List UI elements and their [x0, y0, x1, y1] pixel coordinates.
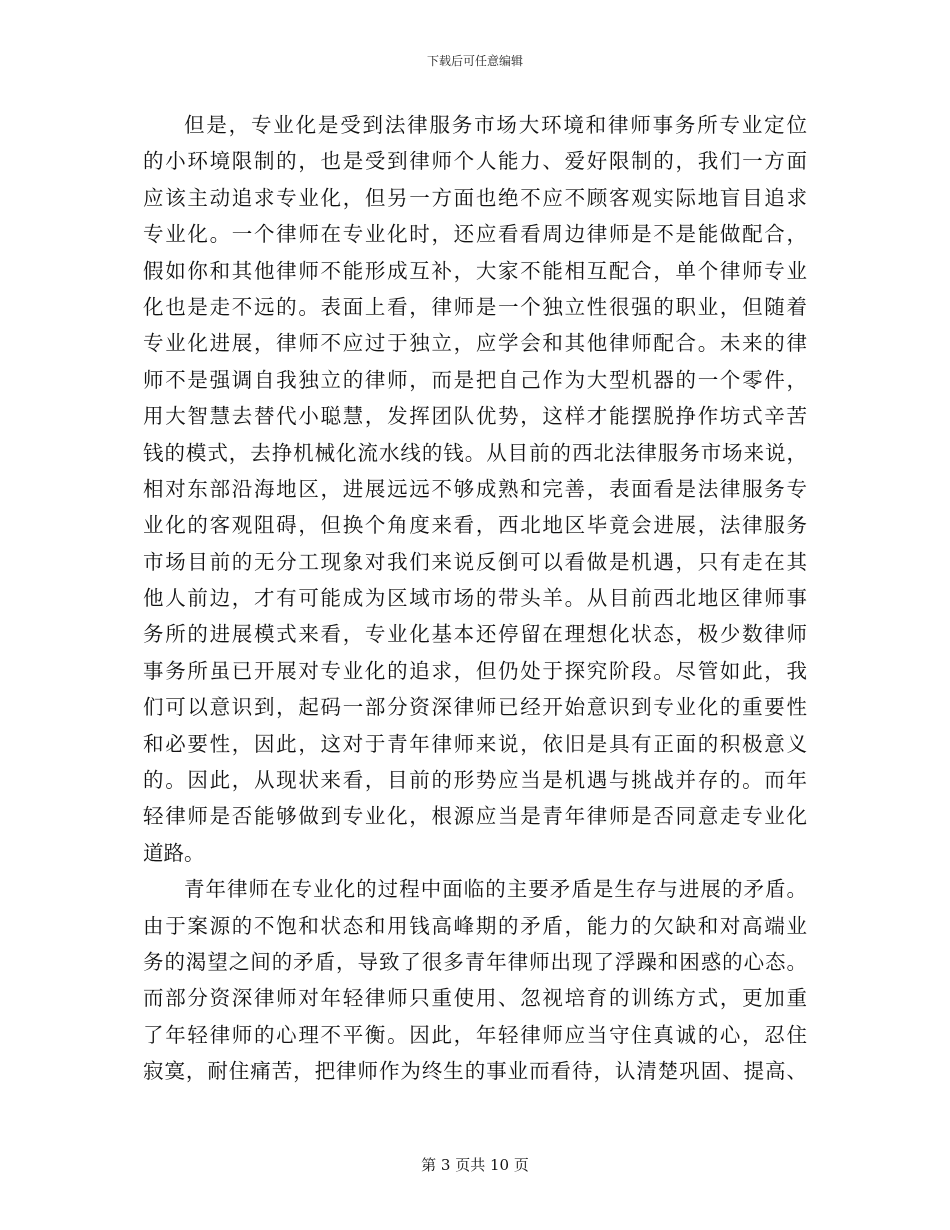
- text-line: 用大智慧去替代小聪慧，发挥团队优势，这样才能摆脱挣作坊式辛苦: [143, 404, 807, 429]
- text-line: 市场目前的无分工现象对我们来说反倒可以看做是机遇，只有走在其: [143, 549, 807, 574]
- text-line: 和必要性，因此，这对于青年律师来说，依旧是具有正面的积极意义: [143, 731, 807, 756]
- text-line: 寂寞，耐住痛苦，把律师作为终生的事业而看待，认清楚巩固、提高、: [143, 1059, 807, 1084]
- text-line: 轻律师是否能够做到专业化，根源应当是青年律师是否同意走专业化: [143, 804, 807, 829]
- text-line: 的小环境限制的，也是受到律师个人能力、爱好限制的，我们一方面: [143, 149, 807, 174]
- document-body: [143, 107, 807, 1090]
- text-line: 钱的模式，去挣机械化流水线的钱。从目前的西北法律服务市场来说，: [143, 440, 807, 465]
- text-line: 专业化进展，律师不应过于独立，应学会和其他律师配合。未来的律: [143, 331, 807, 356]
- text-line: 了年轻律师的心理不平衡。因此，年轻律师应当守住真诚的心，忍住: [143, 1022, 807, 1047]
- text-line: 但是，专业化是受到法律服务市场大环境和律师事务所专业定位: [184, 113, 807, 137]
- text-line: 事务所虽已开展对专业化的追求，但仍处于探究阶段。尽管如此，我: [143, 658, 807, 683]
- text-line: 相对东部沿海地区，进展远远不够成熟和完善，表面看是法律服务专: [143, 476, 807, 501]
- paragraph-2: [143, 871, 807, 1089]
- text-line: 由于案源的不饱和状态和用钱高峰期的矛盾，能力的欠缺和对高端业: [143, 913, 807, 938]
- text-line: 化也是走不远的。表面上看，律师是一个独立性很强的职业，但随着: [143, 294, 807, 319]
- text-line: 们可以意识到，起码一部分资深律师已经开始意识到专业化的重要性: [143, 695, 807, 720]
- text-line: 务的渴望之间的矛盾，导致了很多青年律师出现了浮躁和困惑的心态。: [143, 949, 807, 974]
- page-number: 第 3 页共 10 页: [421, 1156, 529, 1174]
- text-line: 应该主动追求专业化，但另一方面也绝不应不顾客观实际地盲目追求: [143, 185, 807, 210]
- text-line: 务所的进展模式来看，专业化基本还停留在理想化状态，极少数律师: [143, 622, 807, 647]
- text-line: 而部分资深律师对年轻律师只重使用、忽视培育的训练方式，更加重: [143, 986, 807, 1011]
- text-line: 他人前边，才有可能成为区域市场的带头羊。从目前西北地区律师事: [143, 586, 807, 611]
- text-line: 专业化。一个律师在专业化时，还应看看周边律师是不是能做配合，: [143, 222, 807, 247]
- text-line: 道路。: [143, 840, 205, 865]
- text-line: 业化的客观阻碍，但换个角度来看，西北地区毕竟会进展，法律服务: [143, 513, 807, 538]
- paragraph-1: [143, 107, 807, 871]
- page-header: 下载后可任意编辑: [426, 54, 523, 68]
- text-line: 的。因此，从现状来看，目前的形势应当是机遇与挑战并存的。而年: [143, 768, 807, 793]
- text-line: 假如你和其他律师不能形成互补，大家不能相互配合，单个律师专业: [143, 258, 807, 283]
- text-line: 青年律师在专业化的过程中面临的主要矛盾是生存与进展的矛盾。: [184, 877, 807, 902]
- text-line: 师不是强调自我独立的律师，而是把自己作为大型机器的一个零件，: [143, 367, 807, 392]
